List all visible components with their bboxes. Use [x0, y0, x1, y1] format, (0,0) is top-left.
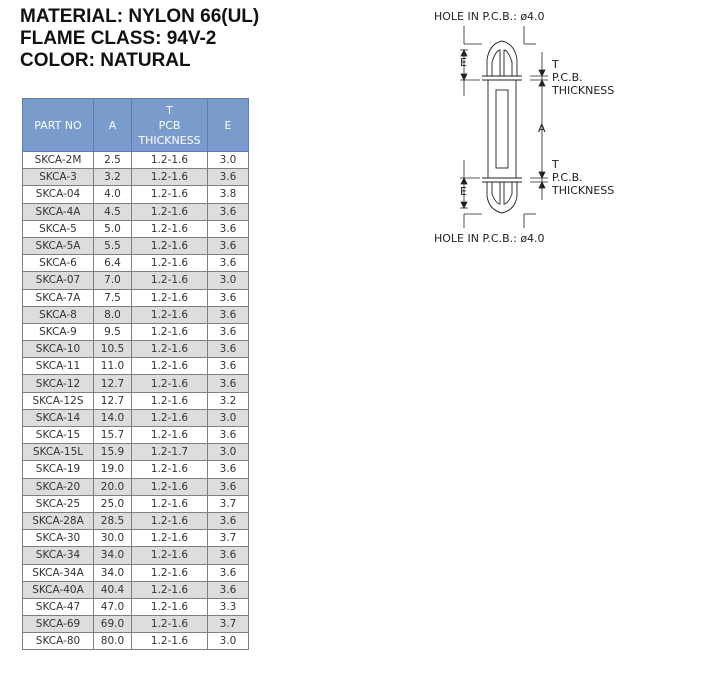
table-cell-part: SKCA-12	[23, 375, 94, 392]
table-row	[23, 220, 249, 237]
dim-label-a: A	[538, 122, 546, 135]
table-cell-e: 3.6	[208, 289, 249, 306]
table-cell-a: 15.7	[94, 427, 132, 444]
table-cell-a: 9.5	[94, 323, 132, 340]
table-cell-part: SKCA-15L	[23, 444, 94, 461]
table-cell-t: 1.2-1.6	[132, 478, 208, 495]
table-cell-part: SKCA-30	[23, 530, 94, 547]
table-cell-e: 3.6	[208, 427, 249, 444]
parts-table	[22, 98, 249, 650]
table-row	[23, 169, 249, 186]
table-cell-t: 1.2-1.6	[132, 375, 208, 392]
table-cell-part: SKCA-6	[23, 255, 94, 272]
color-spec: COLOR: NATURAL	[20, 50, 191, 71]
table-row	[23, 598, 249, 615]
table-cell-e: 3.7	[208, 530, 249, 547]
table-cell-a: 69.0	[94, 616, 132, 633]
table-cell-e: 3.6	[208, 478, 249, 495]
table-row	[23, 255, 249, 272]
table-row	[23, 186, 249, 203]
table-cell-t: 1.2-1.6	[132, 530, 208, 547]
table-row	[23, 203, 249, 220]
table-cell-a: 34.0	[94, 547, 132, 564]
table-cell-e: 3.2	[208, 392, 249, 409]
table-cell-a: 11.0	[94, 358, 132, 375]
table-row	[23, 409, 249, 426]
hole-label-bottom: HOLE IN P.C.B.: ø4.0	[434, 232, 545, 245]
table-cell-t: 1.2-1.6	[132, 616, 208, 633]
table-row	[23, 581, 249, 598]
header-pcb-thickness	[132, 99, 208, 152]
table-cell-e: 3.6	[208, 547, 249, 564]
table-cell-a: 10.5	[94, 341, 132, 358]
table-cell-t: 1.2-1.6	[132, 564, 208, 581]
table-cell-part: SKCA-2M	[23, 152, 94, 169]
table-cell-e: 3.0	[208, 152, 249, 169]
table-body	[23, 152, 249, 650]
table-cell-part: SKCA-25	[23, 495, 94, 512]
table-cell-e: 3.0	[208, 409, 249, 426]
table-cell-e: 3.6	[208, 255, 249, 272]
table-row	[23, 495, 249, 512]
table-cell-part: SKCA-5A	[23, 237, 94, 254]
table-cell-e: 3.7	[208, 616, 249, 633]
table-cell-a: 19.0	[94, 461, 132, 478]
dim-label-e-bottom: E	[460, 185, 467, 198]
table-cell-a: 12.7	[94, 375, 132, 392]
table-cell-t: 1.2-1.6	[132, 633, 208, 650]
table-cell-part: SKCA-19	[23, 461, 94, 478]
table-cell-part: SKCA-04	[23, 186, 94, 203]
table-row	[23, 237, 249, 254]
header-t-line2: PCB	[158, 118, 181, 132]
table-cell-t: 1.2-1.6	[132, 220, 208, 237]
table-row	[23, 444, 249, 461]
table-row	[23, 375, 249, 392]
table-cell-e: 3.6	[208, 341, 249, 358]
table-row	[23, 547, 249, 564]
table-cell-e: 3.6	[208, 237, 249, 254]
table-cell-e: 3.0	[208, 272, 249, 289]
table-cell-t: 1.2-1.6	[132, 255, 208, 272]
table-row	[23, 392, 249, 409]
table-cell-a: 7.5	[94, 289, 132, 306]
table-row	[23, 478, 249, 495]
hole-label-top: HOLE IN P.C.B.: ø4.0	[434, 10, 545, 23]
table-cell-t: 1.2-1.6	[132, 152, 208, 169]
table-cell-e: 3.6	[208, 461, 249, 478]
table-cell-t: 1.2-1.6	[132, 169, 208, 186]
table-cell-t: 1.2-1.6	[132, 427, 208, 444]
table-cell-part: SKCA-7A	[23, 289, 94, 306]
pcb-label-top-line2: THICKNESS	[552, 84, 615, 97]
table-cell-a: 4.5	[94, 203, 132, 220]
dim-label-e-top: E	[460, 56, 467, 69]
table-cell-a: 6.4	[94, 255, 132, 272]
table-cell-a: 8.0	[94, 306, 132, 323]
material-spec: MATERIAL: NYLON 66(UL)	[20, 6, 260, 27]
table-cell-e: 3.6	[208, 306, 249, 323]
table-cell-a: 4.0	[94, 186, 132, 203]
table-header-row	[23, 99, 249, 152]
table-cell-t: 1.2-1.6	[132, 461, 208, 478]
table-row	[23, 341, 249, 358]
table-cell-a: 14.0	[94, 409, 132, 426]
table-row	[23, 358, 249, 375]
table-cell-t: 1.2-1.6	[132, 237, 208, 254]
dim-label-t-top: T	[552, 58, 559, 71]
table-cell-e: 3.6	[208, 581, 249, 598]
table-cell-part: SKCA-8	[23, 306, 94, 323]
table-cell-part: SKCA-11	[23, 358, 94, 375]
table-cell-part: SKCA-4A	[23, 203, 94, 220]
table-cell-t: 1.2-1.6	[132, 598, 208, 615]
table-cell-t: 1.2-1.6	[132, 358, 208, 375]
table-cell-part: SKCA-69	[23, 616, 94, 633]
table-cell-t: 1.2-1.6	[132, 512, 208, 529]
pcb-label-bottom-line1: P.C.B.	[552, 171, 583, 184]
table-cell-e: 3.6	[208, 220, 249, 237]
header-t-line1: T	[166, 103, 173, 117]
table-row	[23, 564, 249, 581]
standoff-diagram	[430, 4, 630, 249]
table-row	[23, 461, 249, 478]
table-cell-a: 40.4	[94, 581, 132, 598]
table-cell-part: SKCA-15	[23, 427, 94, 444]
spec-block	[20, 6, 259, 72]
table-cell-t: 1.2-1.6	[132, 495, 208, 512]
table-cell-t: 1.2-1.6	[132, 203, 208, 220]
table-cell-e: 3.6	[208, 169, 249, 186]
table-cell-e: 3.0	[208, 444, 249, 461]
table-cell-part: SKCA-34	[23, 547, 94, 564]
table-cell-part: SKCA-80	[23, 633, 94, 650]
table-cell-a: 12.7	[94, 392, 132, 409]
table-cell-a: 2.5	[94, 152, 132, 169]
header-e: E	[208, 99, 249, 152]
table-cell-a: 5.5	[94, 237, 132, 254]
table-cell-t: 1.2-1.6	[132, 272, 208, 289]
table-cell-a: 80.0	[94, 633, 132, 650]
table-cell-e: 3.6	[208, 323, 249, 340]
pcb-label-top-line1: P.C.B.	[552, 71, 583, 84]
table-cell-t: 1.2-1.6	[132, 341, 208, 358]
header-t-line3: THICKNESS	[138, 133, 201, 147]
table-cell-t: 1.2-1.6	[132, 581, 208, 598]
table-cell-e: 3.3	[208, 598, 249, 615]
table-cell-t: 1.2-1.6	[132, 392, 208, 409]
table-cell-t: 1.2-1.6	[132, 306, 208, 323]
table-row	[23, 306, 249, 323]
table-cell-e: 3.8	[208, 186, 249, 203]
table-cell-t: 1.2-1.6	[132, 409, 208, 426]
table-cell-part: SKCA-40A	[23, 581, 94, 598]
table-cell-t: 1.2-1.6	[132, 186, 208, 203]
table-cell-t: 1.2-1.6	[132, 289, 208, 306]
table-cell-a: 34.0	[94, 564, 132, 581]
table-row	[23, 512, 249, 529]
table-row	[23, 323, 249, 340]
table-cell-part: SKCA-47	[23, 598, 94, 615]
spacer-part-drawing	[482, 41, 522, 213]
table-cell-a: 25.0	[94, 495, 132, 512]
table-row	[23, 152, 249, 169]
table-cell-a: 47.0	[94, 598, 132, 615]
flame-class-spec: FLAME CLASS: 94V-2	[20, 28, 217, 49]
table-row	[23, 530, 249, 547]
table-cell-e: 3.6	[208, 375, 249, 392]
table-cell-e: 3.7	[208, 495, 249, 512]
header-a: A	[94, 99, 132, 152]
table-cell-e: 3.6	[208, 203, 249, 220]
table-row	[23, 427, 249, 444]
table-cell-a: 7.0	[94, 272, 132, 289]
table-cell-part: SKCA-34A	[23, 564, 94, 581]
table-cell-t: 1.2-1.6	[132, 323, 208, 340]
dim-label-t-bottom: T	[552, 158, 559, 171]
table-cell-a: 30.0	[94, 530, 132, 547]
table-cell-t: 1.2-1.6	[132, 547, 208, 564]
table-row	[23, 616, 249, 633]
table-cell-part: SKCA-9	[23, 323, 94, 340]
table-cell-a: 3.2	[94, 169, 132, 186]
table-row	[23, 633, 249, 650]
table-row	[23, 272, 249, 289]
table-cell-part: SKCA-12S	[23, 392, 94, 409]
table-cell-part: SKCA-5	[23, 220, 94, 237]
table-cell-a: 15.9	[94, 444, 132, 461]
table-cell-part: SKCA-3	[23, 169, 94, 186]
table-cell-t: 1.2-1.7	[132, 444, 208, 461]
table-cell-e: 3.0	[208, 633, 249, 650]
table-cell-a: 5.0	[94, 220, 132, 237]
table-cell-e: 3.6	[208, 358, 249, 375]
table-cell-e: 3.6	[208, 512, 249, 529]
table-cell-part: SKCA-20	[23, 478, 94, 495]
pcb-label-bottom-line2: THICKNESS	[552, 184, 615, 197]
table-cell-a: 28.5	[94, 512, 132, 529]
table-row	[23, 289, 249, 306]
header-part-no: PART NO	[23, 99, 94, 152]
table-cell-part: SKCA-07	[23, 272, 94, 289]
table-cell-part: SKCA-10	[23, 341, 94, 358]
table-cell-e: 3.6	[208, 564, 249, 581]
table-cell-part: SKCA-28A	[23, 512, 94, 529]
table-cell-part: SKCA-14	[23, 409, 94, 426]
table-cell-a: 20.0	[94, 478, 132, 495]
